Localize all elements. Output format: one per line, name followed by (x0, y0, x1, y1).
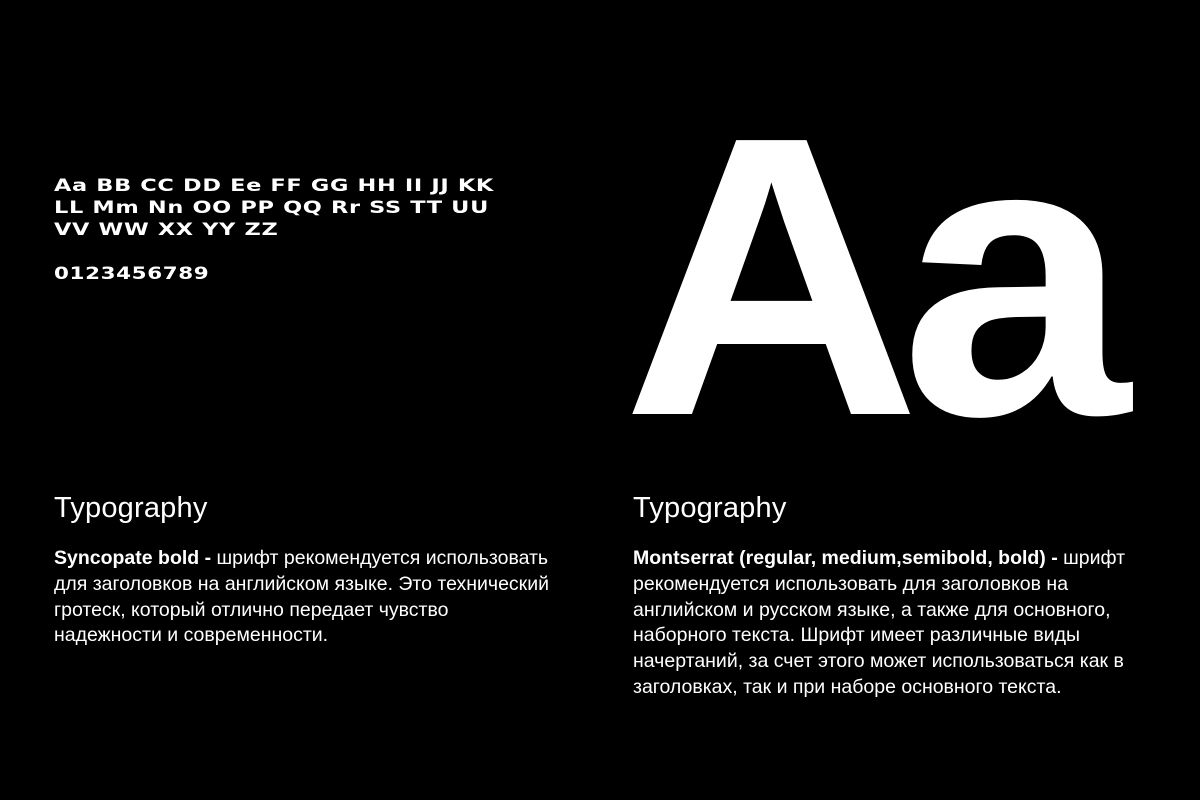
left-column-heading: Typography (54, 492, 208, 524)
right-column-heading: Typography (633, 492, 787, 524)
alphabet-line-2: LL Mm Nn OO PP QQ Rr SS TT UU (54, 198, 489, 218)
alphabet-line-3: VV WW XX YY ZZ (54, 220, 279, 240)
right-typography-column (633, 488, 1153, 701)
left-typography-column (54, 488, 554, 649)
right-column-description: шрифт рекомендуется использовать для заголовков на английском и русском языке, а также для основного, наборного текста. Шрифт имеет различные виды начертаний, за счет этого может использоваться как в заголовках, так и при наборе основного текста. (633, 547, 1126, 698)
big-glyph-sample: Aa (622, 55, 1110, 499)
left-column-description-block (54, 546, 554, 649)
left-font-name: Syncopate bold - (54, 547, 212, 569)
right-column-description-block (633, 546, 1153, 701)
alphabet-line-1: Aa BB CC DD Ee FF GG HH II JJ KK (54, 176, 494, 196)
right-font-name: Montserrat (regular, medium,semibold, bold) - (633, 547, 1058, 569)
left-column-description: шрифт рекомендуется использовать для заголовков на английском языке. Это технический гротеск, который отлично передает чувство надежности и современности. (54, 547, 550, 647)
digits-specimen: 0123456789 (54, 264, 210, 284)
alphabet-specimen (54, 175, 574, 241)
